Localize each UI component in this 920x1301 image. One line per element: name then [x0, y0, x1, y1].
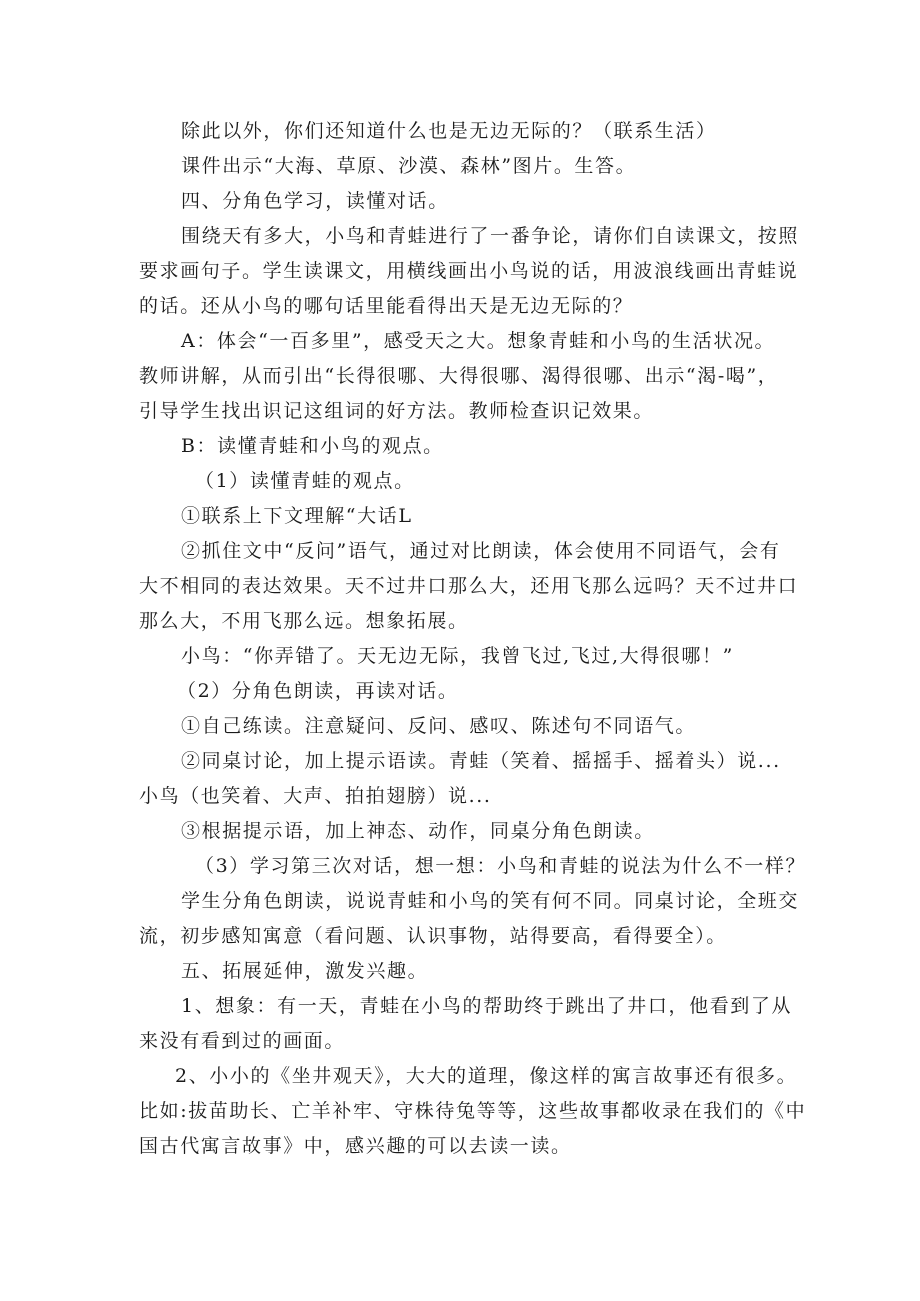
paragraph-8	[139, 499, 799, 534]
text-line: 大不相同的表达效果。天不过井口那么大，还用飞那么远吗？天不过井口	[139, 575, 799, 597]
text-line: 围绕天有多大，小鸟和青蛙进行了一番争论，请你们自读课文，按照	[181, 225, 800, 247]
document-body	[139, 114, 807, 1164]
paragraph-13	[139, 744, 799, 814]
text-line: A：体会“一百多里”，感受天之大。想象青蛙和小鸟的生活状况。	[181, 330, 776, 352]
text-line: 小鸟（也笑着、大声、拍拍翅膀）说...	[139, 785, 492, 807]
paragraph-12	[139, 709, 799, 744]
text-line: 五、拓展延伸，激发兴趣。	[181, 960, 429, 982]
paragraph-15	[139, 849, 807, 884]
paragraph-6	[139, 429, 799, 464]
text-line: ③根据提示语，加上神态、动作，同桌分角色朗读。	[181, 820, 655, 842]
paragraph-14	[139, 814, 799, 849]
text-line: 比如:拔苗助长、亡羊补牢、守株待兔等等，这些故事都收录在我们的《中	[139, 1100, 807, 1122]
text-line: 那么大，不用飞那么远。想象拓展。	[139, 610, 469, 632]
section-heading-4	[139, 184, 799, 219]
text-line: B：读懂青蛙和小鸟的观点。	[181, 435, 444, 457]
text-line: ②抓住文中“反问”语气，通过对比朗读，体会使用不同语气，会有	[181, 540, 781, 562]
paragraph-11	[139, 674, 799, 709]
text-line: 小鸟：“你弄错了。天无边无际，我曾飞过,飞过,大得很哪！”	[181, 645, 734, 667]
text-line: 课件出示“大海、草原、沙漠、森林”图片。生答。	[181, 155, 637, 177]
text-line: （2）分角色朗读，再读对话。	[177, 680, 459, 702]
text-line: ②同桌讨论，加上提示语读。青蛙（笑着、摇摇手、摇着头）说...	[181, 750, 781, 772]
paragraph-9	[139, 534, 799, 639]
text-line: （3）学习第三次对话，想一想：小鸟和青蛙的说法为什么不一样？	[195, 855, 807, 877]
section-heading-5	[139, 954, 799, 989]
text-line: 1、想象：有一天，青蛙在小鸟的帮助终于跳出了井口，他看到了从	[181, 995, 793, 1017]
paragraph-16	[139, 884, 799, 954]
text-line: 四、分角色学习，读懂对话。	[181, 190, 449, 212]
paragraph-7	[139, 464, 799, 499]
paragraph-10	[139, 639, 799, 674]
text-line: 学生分角色朗读，说说青蛙和小鸟的笑有何不同。同桌讨论，全班交	[181, 890, 800, 912]
text-line: （1）读懂青蛙的观点。	[195, 470, 415, 492]
text-line: 教师讲解，从而引出“长得很哪、大得很哪、渴得很哪、出示“渴-喝”，	[139, 365, 779, 387]
text-line: 流，初步感知寓意（看问题、认识事物，站得要高，看得要全）。	[139, 925, 727, 947]
text-line: 引导学生找出识记这组词的好方法。教师检查识记效果。	[139, 400, 655, 422]
paragraph-4	[139, 219, 799, 324]
paragraph-1	[139, 114, 799, 149]
text-line: 的话。还从小鸟的哪句话里能看得出天是无边无际的？	[139, 295, 634, 317]
text-line: 除此以外，你们还知道什么也是无边无际的？（联系生活）	[181, 120, 717, 142]
text-line: 国古代寓言故事》中，感兴趣的可以去读一读。	[139, 1135, 572, 1157]
paragraph-5	[139, 324, 799, 429]
text-line: ①自己练读。注意疑问、反问、感叹、陈述句不同语气。	[181, 715, 697, 737]
text-line: ①联系上下文理解“大话L	[181, 505, 413, 527]
paragraph-2	[139, 149, 799, 184]
text-line: 要求画句子。学生读课文，用横线画出小鸟说的话，用波浪线画出青蛙说	[139, 260, 799, 282]
paragraph-18	[139, 989, 799, 1059]
text-line: 2、小小的《坐井观天》，大大的道理，像这样的寓言故事还有很多。	[175, 1065, 798, 1087]
paragraph-19	[139, 1059, 807, 1164]
text-line: 来没有看到过的画面。	[139, 1030, 346, 1052]
